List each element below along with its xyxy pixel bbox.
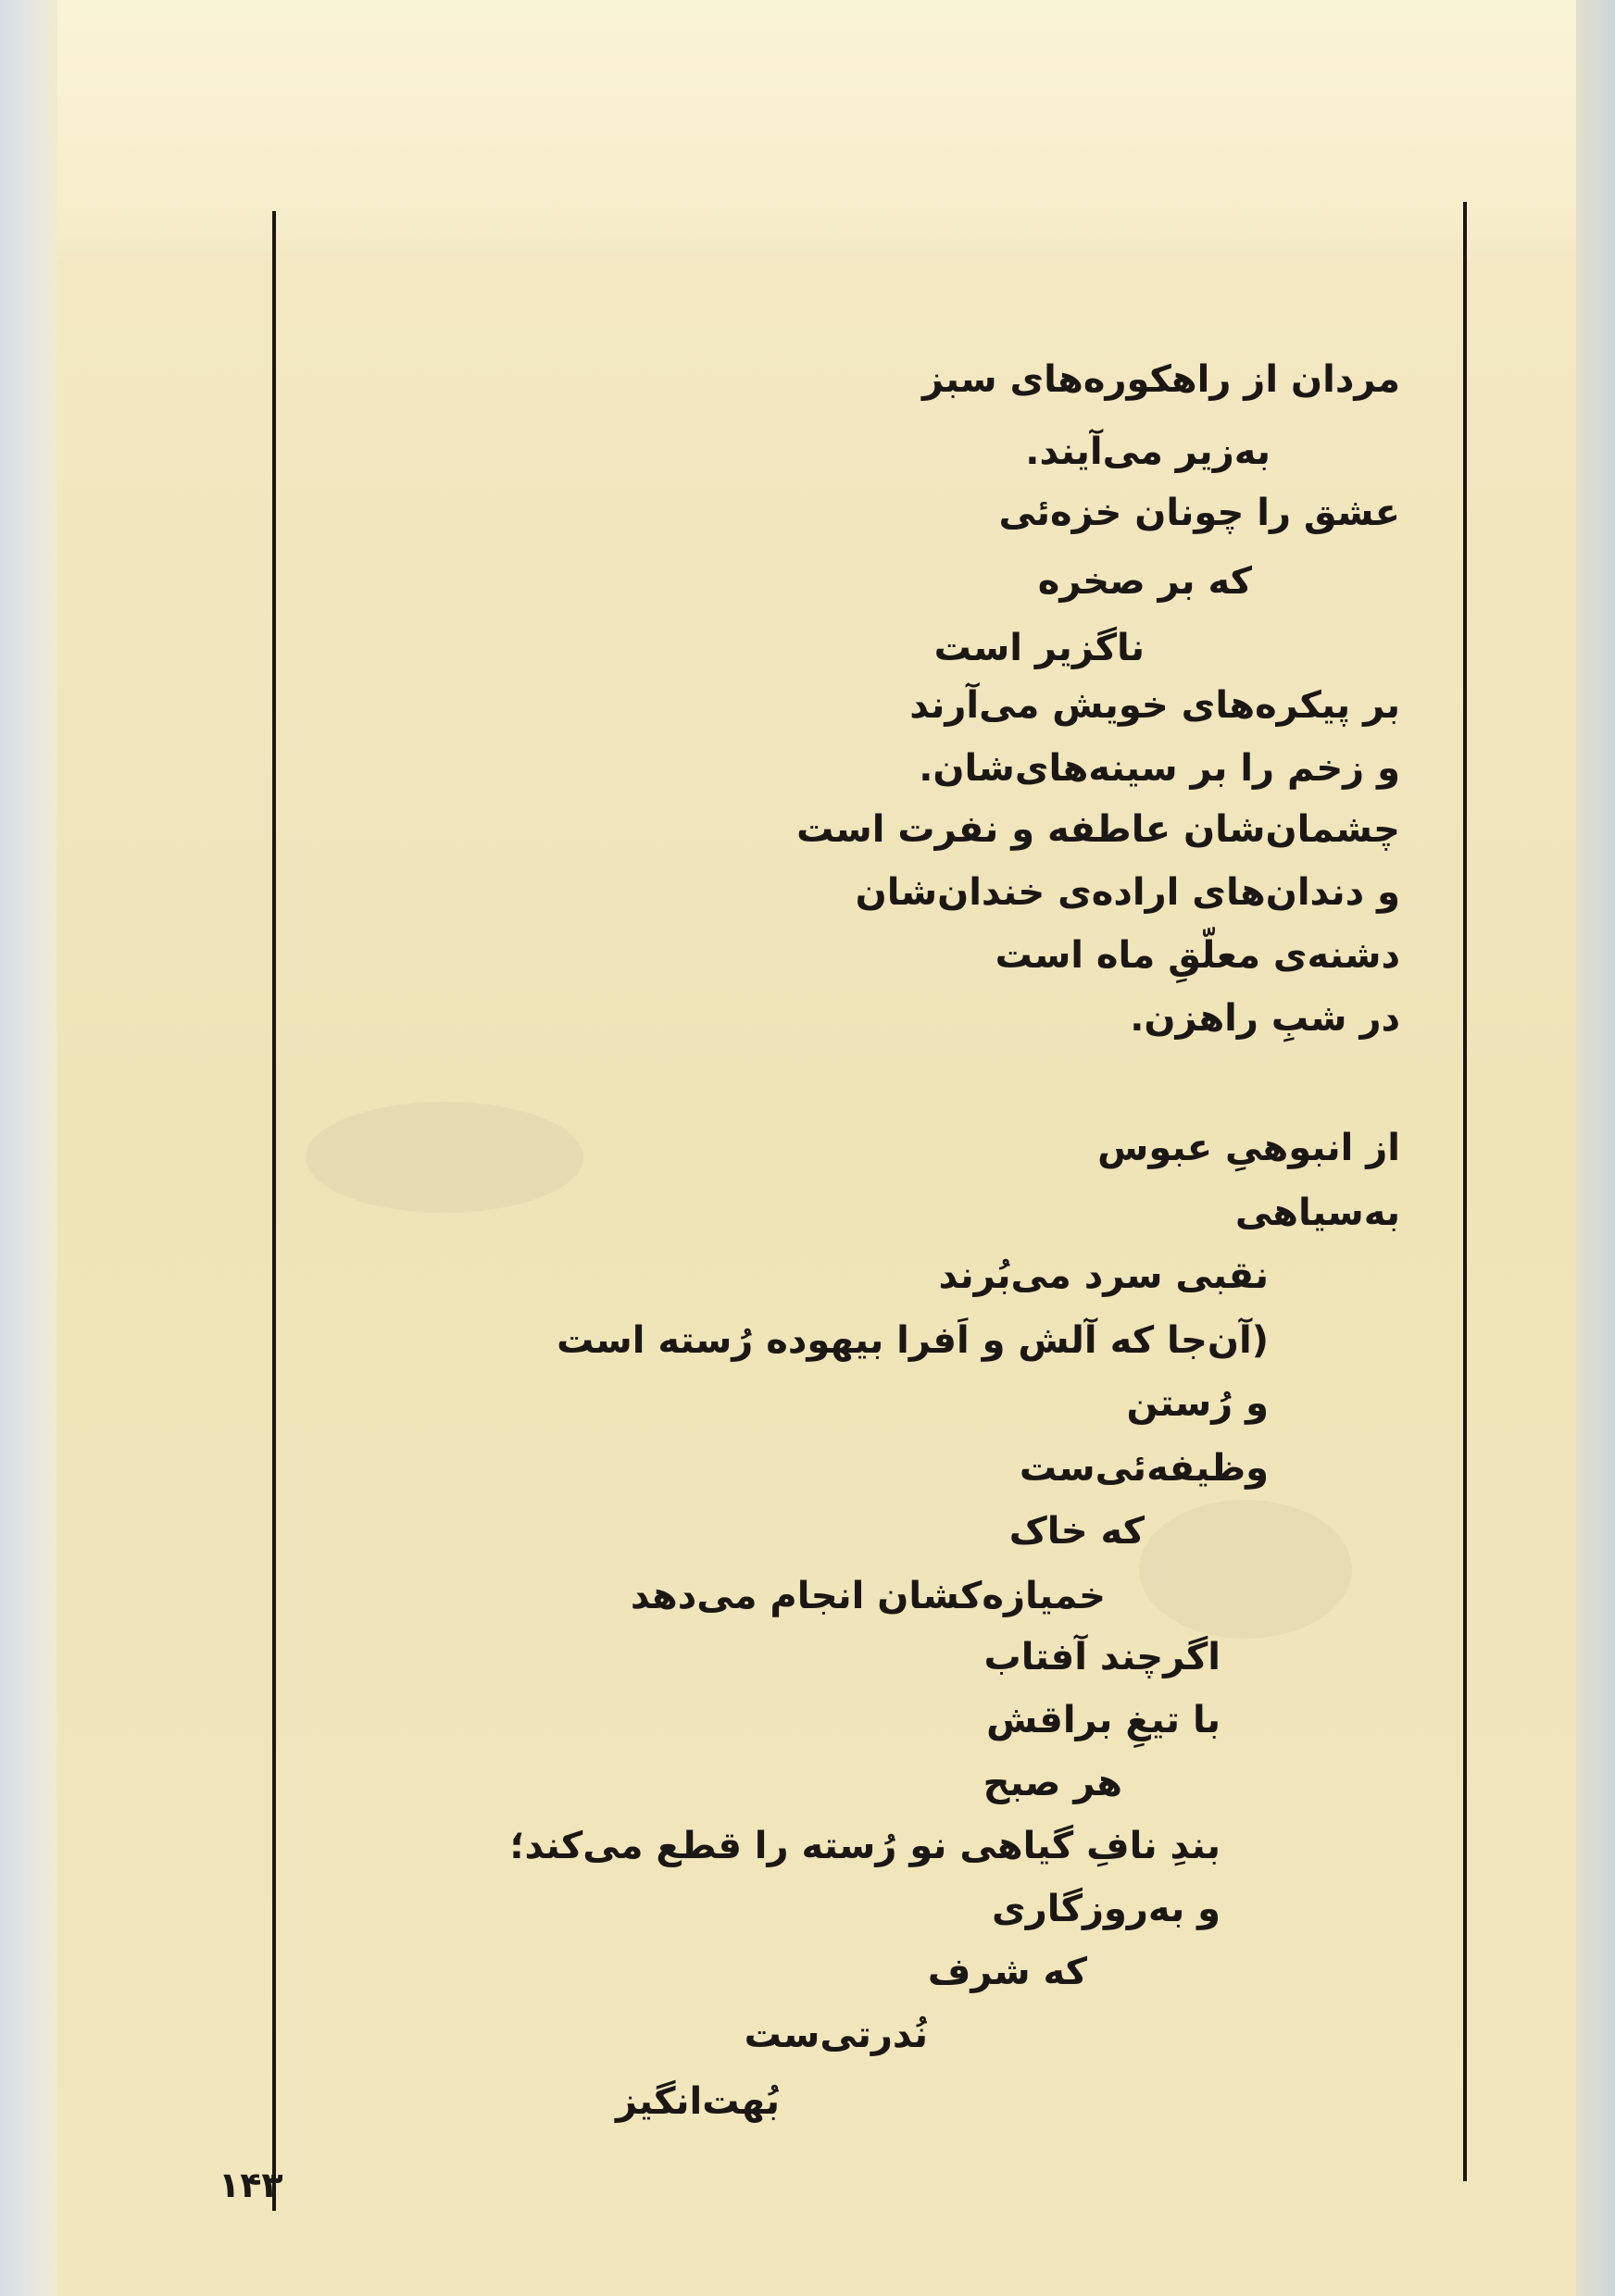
poem-line: بُهت‌انگیز xyxy=(616,2080,780,2123)
page-number: ۱۴۳ xyxy=(219,2165,283,2205)
poem-line: بندِ نافِ گیاهی نو رُسته را قطع می‌کند؛ xyxy=(509,1825,1221,1867)
poem-line: از انبوهیِ عبوس xyxy=(1097,1127,1400,1169)
poem-line: و زخم را بر سینه‌های‌شان. xyxy=(919,747,1400,790)
poem-line: چشمان‌شان عاطفه و نفرت است xyxy=(796,808,1400,851)
right-border-rule xyxy=(1463,202,1467,2181)
poem-line: و دندان‌های اراده‌ی خندان‌شان xyxy=(855,871,1400,914)
poem-line: هر صبح xyxy=(983,1762,1122,1804)
poem-line: و رُستن xyxy=(1126,1382,1269,1425)
poem-line: نُدرتی‌ست xyxy=(744,2014,928,2056)
poem-line: خمیازه‌کشان انجام می‌دهد xyxy=(630,1575,1106,1617)
poem-line: و به‌روزگاری xyxy=(992,1888,1221,1930)
poem-line: در شبِ راهزن. xyxy=(1130,997,1400,1040)
poem-line: بر پیکره‌های خویش می‌آرند xyxy=(909,684,1400,727)
poem-line: (آن‌جا که آلش و اَفرا بیهوده رُسته است xyxy=(557,1319,1269,1362)
poem-line: اگرچند آفتاب xyxy=(983,1636,1221,1678)
poem-line: با تیغِ براقش xyxy=(986,1699,1221,1741)
poem-line: که بر صخره xyxy=(1037,560,1252,603)
poem-line: دشنه‌ی معلّقِ ماه است xyxy=(995,934,1400,977)
poem-line: که شرف xyxy=(927,1951,1087,1993)
poem-line: مردان از راهکوره‌های سبز xyxy=(922,358,1400,401)
poem-line: نقبی سرد می‌بُرند xyxy=(938,1254,1269,1297)
poem-line: ناگزیر است xyxy=(933,627,1145,669)
poem-line: عشق را چونان خزه‌ئی xyxy=(998,492,1400,534)
poem-line: که خاک xyxy=(1008,1510,1145,1553)
poem-line: به‌سیاهی xyxy=(1234,1192,1400,1234)
poem-line: وظیفه‌ئی‌ست xyxy=(1019,1447,1269,1490)
poem-line: به‌زیر می‌آیند. xyxy=(1025,430,1271,473)
left-border-rule xyxy=(272,211,276,2211)
poem-block xyxy=(296,0,1448,2296)
